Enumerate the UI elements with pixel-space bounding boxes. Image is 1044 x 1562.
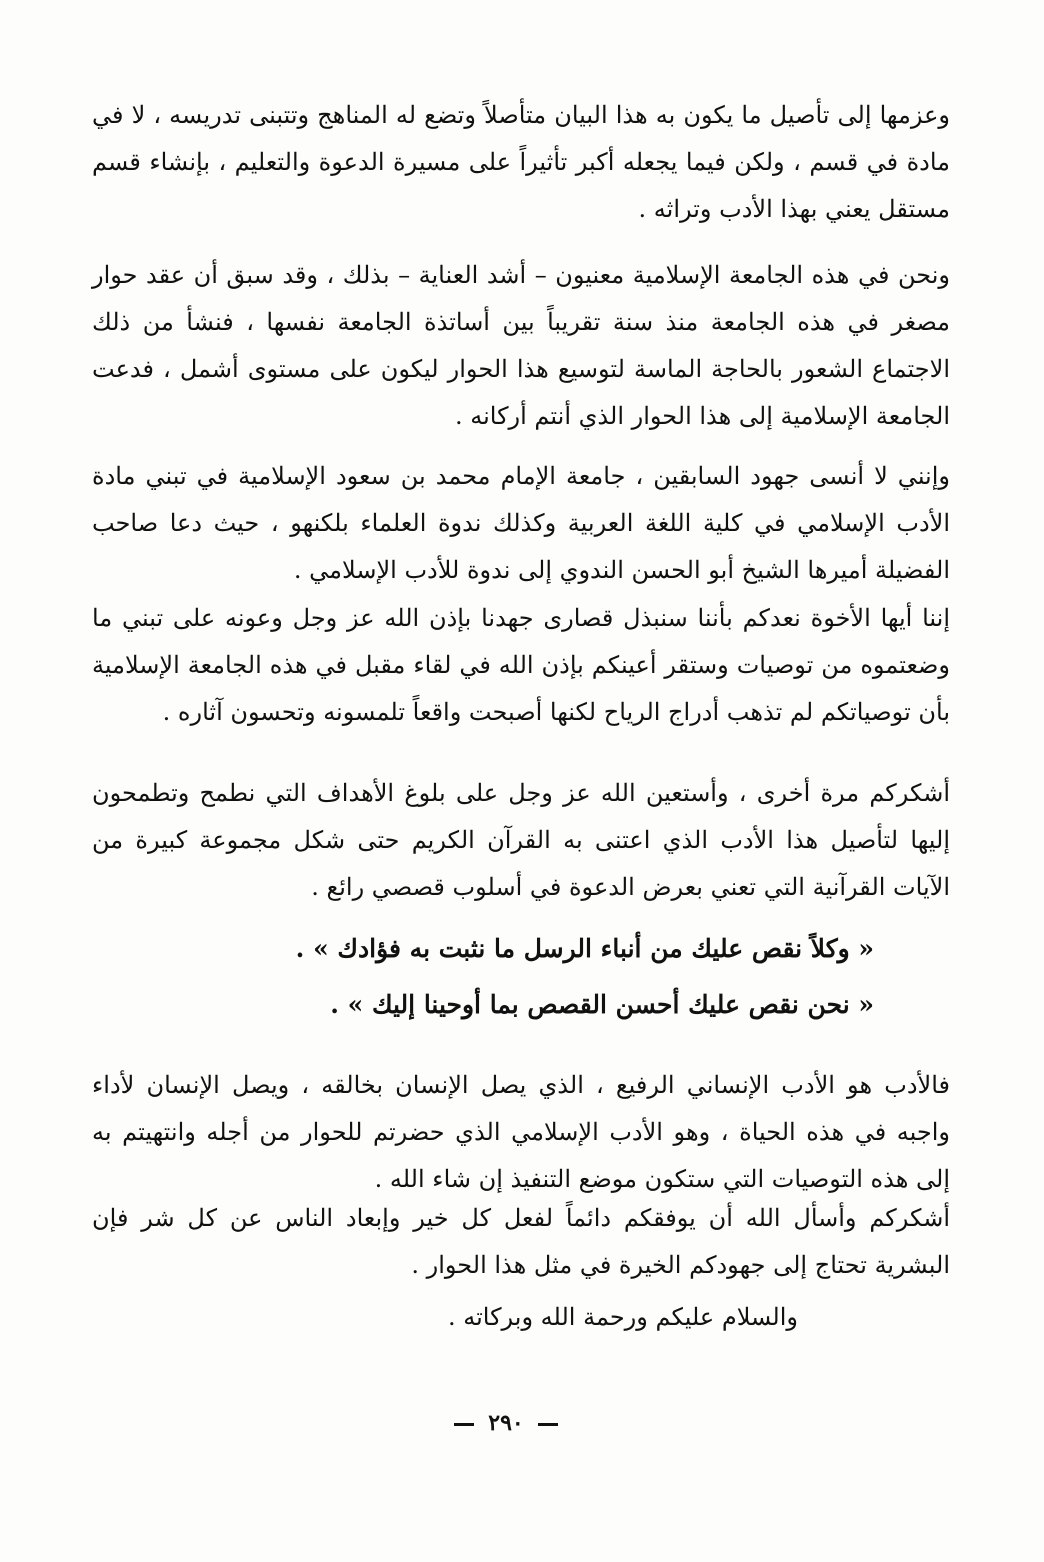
paragraph-text: أشكركم مرة أخرى ، وأستعين الله عز وجل على بلوغ الأهداف التي نطمح وتطمحون إليها لتأصيل هذا الأدب الذي اعتنى به القرآن الكريم حتى شكل مجموعة كبيرة من الآيات القرآنية التي تعني بعرض الدعوة في أسلوب قصصي رائع . — [92, 779, 951, 901]
dash-right — [454, 1423, 474, 1426]
quran-verse-2: « نحن نقص عليك أحسن القصص بما أوحينا إليك » . — [330, 990, 874, 1019]
paragraph-4 — [92, 595, 950, 736]
paragraph-7 — [92, 1195, 950, 1289]
dash-left — [538, 1423, 558, 1426]
paragraph-2 — [92, 252, 950, 440]
paragraph-text: وعزمها إلى تأصيل ما يكون به هذا البيان متأصلاً وتضع له المناهج وتتبنى تدريسه ، لا في مادة في قسم ، ولكن فيما يجعله أكبر تأثيراً على مسيرة الدعوة والتعليم ، بإنشاء قسم مستقل يعني بهذا الأدب وتراثه . — [92, 101, 950, 223]
paragraph-1 — [92, 92, 950, 233]
paragraph-text: ونحن في هذه الجامعة الإسلامية معنيون – أشد العناية – بذلك ، وقد سبق أن عقد حوار مصغر في هذه الجامعة منذ سنة تقريباً بين أساتذة الجامعة نفسها ، فنشأ من ذلك الاجتماع الشعور بالحاجة الماسة لتوسيع هذا الحوار ليكون على مستوى أشمل ، فدعت الجامعة الإسلامية إلى هذا الحوار الذي أنتم أركانه . — [92, 261, 950, 430]
paragraph-6 — [92, 1062, 950, 1203]
closing-salutation: والسلام عليكم ورحمة الله وبركاته . — [447, 1303, 798, 1331]
paragraph-text: أشكركم وأسأل الله أن يوفقكم دائماً لفعل كل خير وإبعاد الناس عن كل شر فإن البشرية تحتاج إلى جهودكم الخيرة في مثل هذا الحوار . — [92, 1204, 950, 1279]
page-number: ٢٩٠ — [488, 1410, 524, 1436]
paragraph-5 — [92, 770, 950, 911]
paragraph-text: إننا أيها الأخوة نعدكم بأننا سنبذل قصارى جهدنا بإذن الله عز وجل وعونه على تبني ما وضعتموه من توصيات وستقر أعينكم بإذن الله في لقاء مقبل في هذه الجامعة الإسلامية بأن توصياتكم لم تذهب أدراج الرياح لكنها أصبحت واقعاً تلمسونه وتحسون آثاره . — [92, 604, 951, 726]
paragraph-text: وإنني لا أنسى جهود السابقين ، جامعة الإمام محمد بن سعود الإسلامية في تبني مادة الأدب الإسلامي في كلية اللغة العربية وكذلك ندوة العلماء بلكنهو ، حيث دعا صاحب الفضيلة أميرها الشيخ أبو الحسن الندوي إلى ندوة للأدب الإسلامي . — [92, 462, 950, 584]
quran-verse-1: « وكلاً نقص عليك من أنباء الرسل ما نثبت به فؤادك » . — [295, 934, 874, 963]
paragraph-3 — [92, 453, 950, 594]
page-number-footer — [0, 1410, 1012, 1436]
paragraph-text: فالأدب هو الأدب الإنساني الرفيع ، الذي يصل الإنسان بخالقه ، ويصل الإنسان لأداء واجبه في هذه الحياة ، وهو الأدب الإسلامي الذي حضرتم للحوار من أجله وانتهيتم به إلى هذه التوصيات التي ستكون موضع التنفيذ إن شاء الله . — [92, 1071, 950, 1193]
